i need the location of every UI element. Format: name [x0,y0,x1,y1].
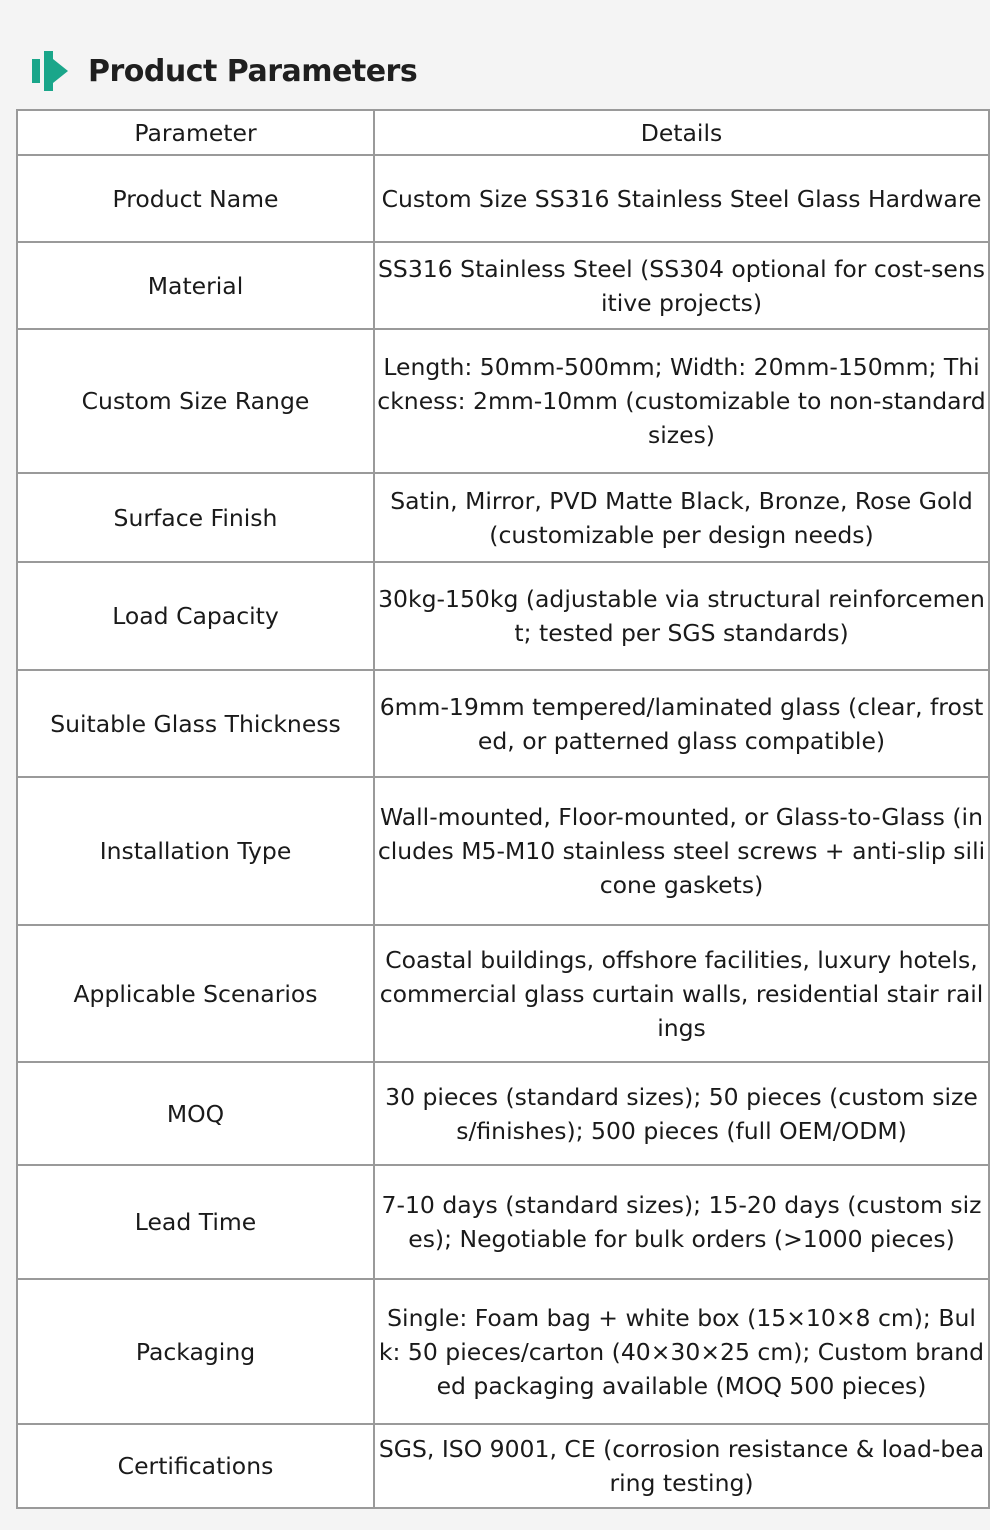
table-row [17,1165,989,1279]
table-row [17,777,989,925]
parameter-name: Load Capacity [17,562,374,670]
parameters-table [16,109,990,1509]
table-row [17,329,989,473]
table-header-row [17,110,989,155]
parameter-name: Suitable Glass Thickness [17,670,374,777]
parameter-details: Custom Size SS316 Stainless Steel Glass Hardware [374,155,989,242]
parameter-details: SS316 Stainless Steel (SS304 optional for cost-sensitive projects) [374,242,989,329]
parameter-details: SGS, ISO 9001, CE (corrosion resistance & load-bearing testing) [374,1424,989,1508]
parameter-details: Coastal buildings, offshore facilities, luxury hotels, commercial glass curtain walls, residential stair railings [374,925,989,1062]
parameter-name: Product Name [17,155,374,242]
table-row [17,473,989,562]
parameter-name: MOQ [17,1062,374,1165]
parameter-details: Single: Foam bag + white box (15×10×8 cm); Bulk: 50 pieces/carton (40×30×25 cm); Custom branded packaging available (MOQ 500 pieces) [374,1279,989,1424]
parameter-name: Packaging [17,1279,374,1424]
table-row [17,242,989,329]
parameter-details: Wall-mounted, Floor-mounted, or Glass-to-Glass (includes M5-M10 stainless steel screws + anti-slip silicone gaskets) [374,777,989,925]
column-header-parameter: Parameter [17,110,374,155]
parameter-details: Satin, Mirror, PVD Matte Black, Bronze, Rose Gold (customizable per design needs) [374,473,989,562]
parameter-details: Length: 50mm-500mm; Width: 20mm-150mm; Thickness: 2mm-10mm (customizable to non-standard sizes) [374,329,989,473]
parameter-details: 6mm-19mm tempered/laminated glass (clear, frosted, or patterned glass compatible) [374,670,989,777]
table-row [17,562,989,670]
parameter-name: Lead Time [17,1165,374,1279]
parameter-name: Material [17,242,374,329]
column-header-details: Details [374,110,989,155]
table-row [17,1062,989,1165]
table-row [17,1424,989,1508]
table-row [17,155,989,242]
page-title: Product Parameters [88,53,418,89]
parameter-name: Applicable Scenarios [17,925,374,1062]
parameter-name: Surface Finish [17,473,374,562]
parameter-name: Custom Size Range [17,329,374,473]
parameter-details: 7-10 days (standard sizes); 15-20 days (custom sizes); Negotiable for bulk orders (>1000 pieces) [374,1165,989,1279]
parameter-name: Certifications [17,1424,374,1508]
parameter-details: 30kg-150kg (adjustable via structural reinforcement; tested per SGS standards) [374,562,989,670]
table-row [17,1279,989,1424]
table-row [17,670,989,777]
parameter-name: Installation Type [17,777,374,925]
section-header [30,48,417,94]
speaker-icon [30,48,74,94]
table-row [17,925,989,1062]
parameter-details: 30 pieces (standard sizes); 50 pieces (custom sizes/finishes); 500 pieces (full OEM/ODM) [374,1062,989,1165]
